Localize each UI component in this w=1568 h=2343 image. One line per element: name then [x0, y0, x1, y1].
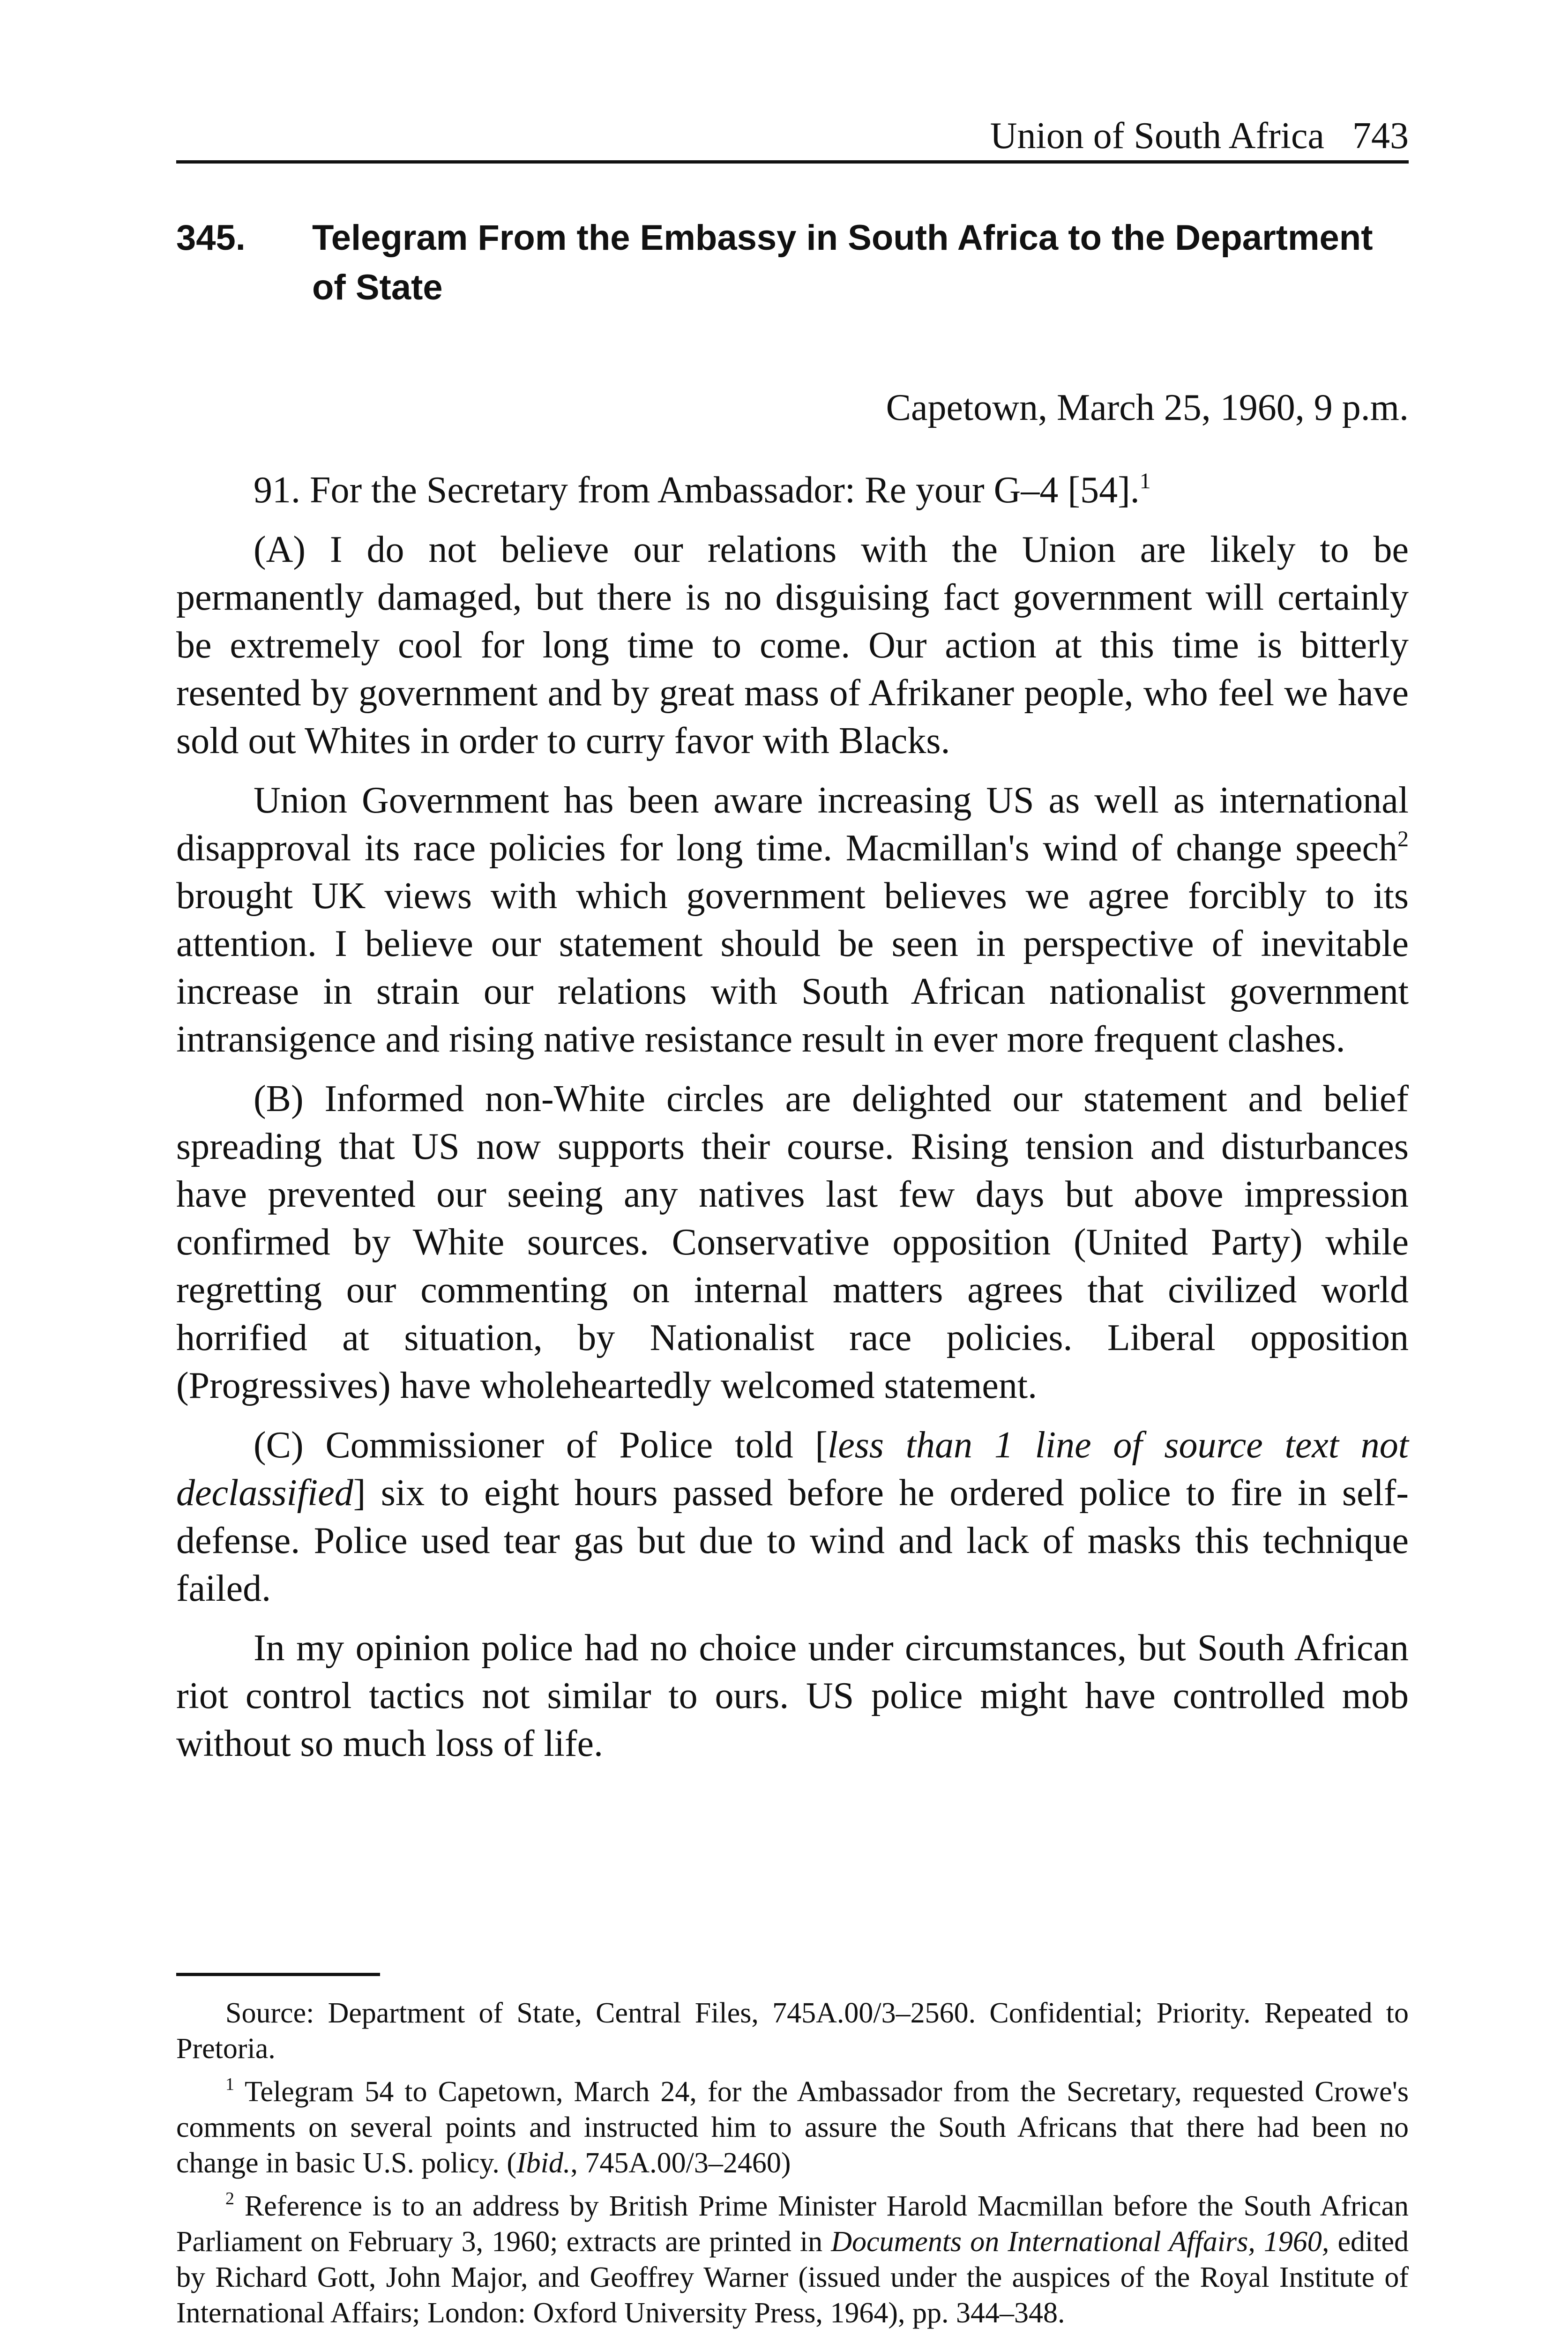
footnote-1 [176, 2074, 1409, 2181]
paragraph-text: Union Government has been aware increasing US as well as international disapproval its race policies for long time. Macmillan's wind of change speech [176, 780, 1409, 869]
running-head-title: Union of South Africa [990, 115, 1324, 157]
paragraph-text: 91. For the Secretary from Ambassador: Re your G–4 [54]. [254, 470, 1140, 511]
editorial-note: less than 1 line of source text not declassified [176, 1425, 1409, 1514]
body-paragraph [176, 776, 1409, 1063]
body-paragraph: (B) Informed non-White circles are delighted our statement and belief spreading that US now supports their course. Rising tension and disturbances have prevented our seeing any natives last few days but above impression confirmed by White sources. Conservative opposition (United Party) while regretting our commenting on internal matters agrees that civilized world horrified at situation, by Nationalist race policies. Liberal opposition (Progressives) have wholeheartedly welcomed statement. [176, 1078, 1409, 1406]
footnote-mark: 1 [225, 2074, 234, 2094]
source-note: Source: Department of State, Central Files, 745A.00/3–2560. Confidential; Priority. Repeated to Pretoria. [176, 1997, 1409, 2065]
footnote-text: edited by Richard Gott, John Major, and Geoffrey Warner (issued under the auspices of the Royal Institute of International Affairs; London: Oxford University Press, 1964), pp. 344–348. [176, 2226, 1409, 2329]
footnote-text: , 745A.00/3–2460) [570, 2147, 791, 2179]
footnote-italic: Documents on International Affairs, 1960, [831, 2226, 1329, 2258]
paragraph-text: brought UK views with which government believes we agree forcibly to its attention. I believe our statement should be seen in perspective of inevitable increase in strain our relations with South African nationalist government intransigence and rising native resistance result in ever more frequent clashes. [176, 875, 1409, 1060]
paragraph-text: ] six to eight hours passed before he ordered police to fire in self-defense. Police used tear gas but due to wind and lack of masks this technique failed. [176, 1472, 1409, 1609]
footnote-2 [176, 2188, 1409, 2331]
footnote-ref-2: 2 [1397, 827, 1409, 851]
footnote-text: Telegram 54 to Capetown, March 24, for the Ambassador from the Secretary, requested Crowe's comments on several points and instructed him to assure the South Africans that there had been no change in basic U.S. policy. ( [176, 2076, 1409, 2179]
telegram-body [176, 466, 1409, 1779]
footnote-text: Reference is to an address by British Prime Minister Harold Macmillan before the South African Parliament on February 3, 1960; extracts are printed in [176, 2190, 1409, 2258]
body-paragraph [176, 1421, 1409, 1612]
body-paragraph [176, 466, 1409, 514]
footnotes [176, 1995, 1409, 2338]
document-number: 345. [176, 218, 246, 258]
running-head [990, 117, 1409, 155]
document-heading [176, 213, 1409, 313]
header-rule [176, 160, 1409, 164]
body-paragraph: (A) I do not believe our relations with the Union are likely to be permanently damaged, but there is no disguising fact government will certainly be extremely cool for long time to come. Our action at this time is bitterly resented by government and by great mass of Afrikaner people, who feel we have sold out Whites in order to curry favor with Blacks. [176, 529, 1409, 761]
dateline: Capetown, March 25, 1960, 9 p.m. [886, 387, 1409, 428]
document-page [176, 0, 1409, 2343]
document-title: Telegram From the Embassy in South Africa to the Department of State [312, 218, 1373, 307]
footnote-ref-1: 1 [1139, 469, 1151, 493]
footnote-mark: 2 [225, 2189, 234, 2209]
footnote-italic: Ibid. [516, 2147, 571, 2179]
page-number: 743 [1352, 115, 1409, 157]
paragraph-text: (C) Commissioner of Police told [ [254, 1425, 828, 1466]
footnote-rule [176, 1973, 380, 1976]
body-paragraph: In my opinion police had no choice under circumstances, but South African riot control tactics not similar to ours. US police might have controlled mob without so much loss of life. [176, 1627, 1409, 1764]
